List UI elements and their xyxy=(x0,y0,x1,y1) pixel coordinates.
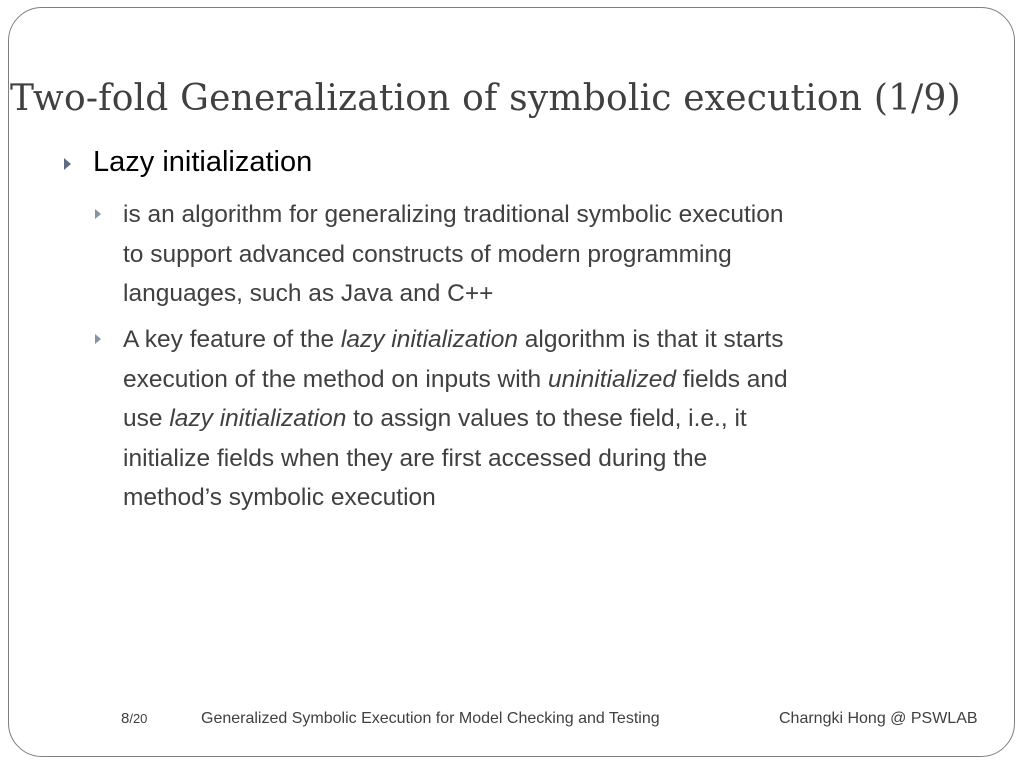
feature-emphasis: lazy initialization xyxy=(340,326,518,353)
feature-line-4: initialize fields when they are first accessed during the xyxy=(123,444,708,472)
feature-line-1 xyxy=(123,320,963,360)
feature-line-5: method’s symbolic execution xyxy=(123,484,436,511)
feature-emphasis: lazy initialization xyxy=(169,405,347,432)
sub-bullet-arrow-icon xyxy=(95,209,101,219)
sub-bullet-definition xyxy=(123,195,963,314)
feature-text: A key feature of the xyxy=(123,326,341,353)
feature-text: use xyxy=(123,405,170,432)
definition-line-3: languages, such as Java and C++ xyxy=(123,280,494,307)
page-number xyxy=(121,710,147,727)
page-current: 8 xyxy=(121,710,130,727)
footer-presentation-title: Generalized Symbolic Execution for Model Checking and Testing xyxy=(201,710,660,727)
feature-emphasis: uninitialized xyxy=(547,365,676,393)
definition-line-1: is an algorithm for generalizing traditional symbolic execution xyxy=(123,201,784,228)
feature-text: fields and xyxy=(675,365,788,393)
bullet-lazy-initialization: Lazy initialization xyxy=(93,146,313,178)
sub-bullet-key-feature xyxy=(123,320,963,518)
bullet-arrow-icon xyxy=(64,158,71,170)
slide-title: Two-fold Generalization of symbolic execution (1/9) xyxy=(10,78,961,119)
feature-line-2 xyxy=(123,360,963,400)
feature-line-3 xyxy=(123,399,963,439)
definition-line-2: to support advanced constructs of modern programming xyxy=(123,240,732,268)
feature-text: to assign values to these field, i.e., it xyxy=(346,405,747,432)
feature-text: execution of the method on inputs with xyxy=(123,365,548,393)
page-total: /20 xyxy=(129,711,148,726)
sub-bullet-arrow-icon xyxy=(95,334,101,344)
footer-author: Charngki Hong @ PSWLAB xyxy=(779,710,978,727)
feature-text: algorithm is that it starts xyxy=(517,326,784,353)
